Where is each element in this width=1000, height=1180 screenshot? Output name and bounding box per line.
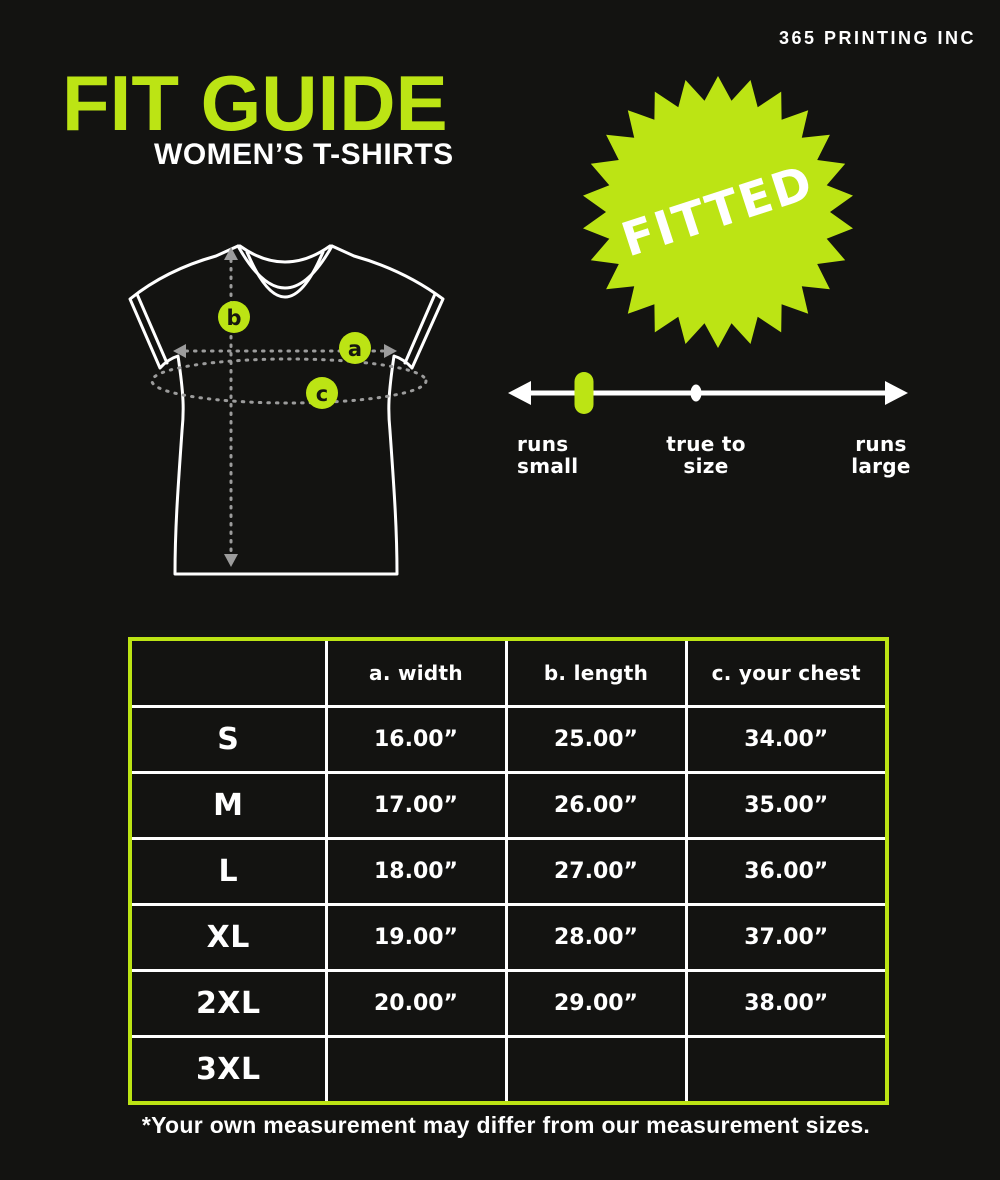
- column-header-length: b. length: [506, 639, 686, 706]
- length-cell: 27.00”: [506, 838, 686, 904]
- length-cell: [506, 1037, 686, 1103]
- size-cell: XL: [130, 904, 326, 970]
- length-cell: 29.00”: [506, 971, 686, 1037]
- page-title: FIT GUIDE: [62, 59, 448, 147]
- table-header-row: [130, 639, 887, 706]
- size-table: [128, 637, 889, 1105]
- svg-text:a: a: [347, 337, 363, 361]
- svg-text:c: c: [315, 382, 329, 406]
- width-cell: 19.00”: [326, 904, 506, 970]
- scale-arrow-right-icon: [885, 381, 908, 405]
- length-cell: 28.00”: [506, 904, 686, 970]
- table-row: [130, 904, 887, 970]
- width-cell: [326, 1037, 506, 1103]
- chest-measure-ellipse: [152, 359, 426, 403]
- scale-label-runs-small: runs small: [517, 432, 579, 478]
- table-row: [130, 971, 887, 1037]
- page-subtitle: WOMEN’S T-SHIRTS: [154, 138, 454, 171]
- size-cell: 3XL: [130, 1037, 326, 1103]
- fit-position-marker: [575, 372, 594, 414]
- scale-label-true-to-size: true to size: [666, 432, 746, 478]
- company-name: 365 PRINTING INC: [778, 28, 976, 48]
- svg-text:b: b: [226, 306, 242, 330]
- fit-scale: [503, 365, 913, 421]
- marker-b: [218, 301, 250, 333]
- width-cell: 16.00”: [326, 706, 506, 772]
- length-measure-line: [224, 247, 238, 567]
- fitted-badge: [580, 74, 856, 350]
- tshirt-outline-icon: [130, 246, 443, 574]
- measurement-disclaimer: *Your own measurement may differ from our measurement sizes.: [141, 1112, 871, 1138]
- tshirt-diagram: [118, 226, 452, 578]
- column-header-chest: c. your chest: [686, 639, 887, 706]
- size-cell: S: [130, 706, 326, 772]
- table-row: [130, 838, 887, 904]
- table-row: [130, 1037, 887, 1103]
- size-cell: 2XL: [130, 971, 326, 1037]
- chest-cell: 38.00”: [686, 971, 887, 1037]
- marker-a: [339, 332, 371, 364]
- chest-cell: 36.00”: [686, 838, 887, 904]
- marker-c: [306, 377, 338, 409]
- width-cell: 17.00”: [326, 772, 506, 838]
- length-cell: 26.00”: [506, 772, 686, 838]
- scale-arrow-left-icon: [508, 381, 531, 405]
- column-header-size: [130, 639, 326, 706]
- size-cell: L: [130, 838, 326, 904]
- scale-label-runs-large: runs large: [851, 432, 911, 478]
- width-cell: 20.00”: [326, 971, 506, 1037]
- size-cell: M: [130, 772, 326, 838]
- length-cell: 25.00”: [506, 706, 686, 772]
- column-header-width: a. width: [326, 639, 506, 706]
- chest-cell: 35.00”: [686, 772, 887, 838]
- width-cell: 18.00”: [326, 838, 506, 904]
- table-row: [130, 772, 887, 838]
- chest-cell: [686, 1037, 887, 1103]
- chest-cell: 34.00”: [686, 706, 887, 772]
- table-row: [130, 706, 887, 772]
- chest-cell: 37.00”: [686, 904, 887, 970]
- badge-label: FITTED: [615, 154, 821, 269]
- true-to-size-dot: [691, 385, 702, 402]
